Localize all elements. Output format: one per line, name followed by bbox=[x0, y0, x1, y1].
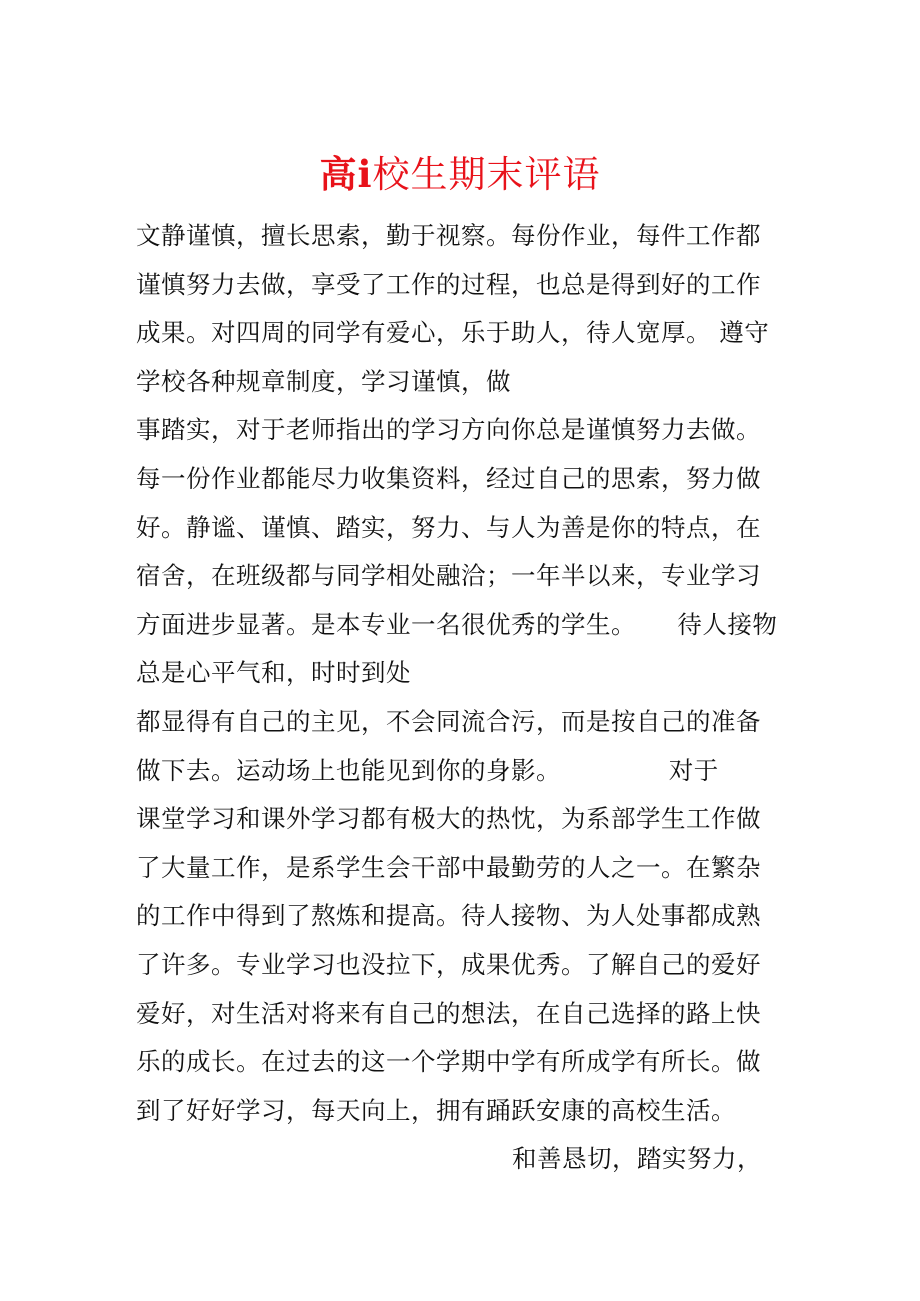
title-accent: 高i bbox=[319, 152, 373, 196]
body-line: 总是心平气和，时时到处 bbox=[136, 658, 411, 688]
body-line: 和善恳切，踏实努力， bbox=[512, 1144, 762, 1174]
body-line: 每一份作业都能尽力收集资料，经过自己的思索，努力做 bbox=[136, 463, 761, 493]
body-line: 做下去。运动场上也能见到你的身影。 对于 bbox=[136, 755, 719, 785]
body-line: 好。静谧、谨慎、踏实，努力、与人为善是你的特点，在 bbox=[136, 512, 761, 542]
body-line: 成果。对四周的同学有爱心，乐于助人，待人宽厚。 遵守 bbox=[136, 318, 770, 348]
body-line: 爱好，对生活对将来有自己的想法，在自己选择的路上快 bbox=[136, 998, 761, 1028]
document-title bbox=[0, 148, 920, 201]
body-line: 课堂学习和课外学习都有极大的热忱，为系部学生工作做 bbox=[136, 804, 761, 834]
body-line: 了大量工作，是系学生会干部中最勤劳的人之一。在繁杂 bbox=[136, 852, 761, 882]
body-line: 文静谨慎，擅长思索，勤于视察。每份作业，每件工作都 bbox=[136, 221, 761, 250]
body-line: 乐的成长。在过去的这一个学期中学有所成学有所长。做 bbox=[136, 1047, 761, 1077]
body-line: 宿舍，在班级都与同学相处融洽；一年半以来，专业学习 bbox=[136, 561, 761, 591]
document-body bbox=[136, 212, 796, 1184]
body-line: 学校各种规章制度，学习谨慎，做 bbox=[136, 366, 511, 396]
body-line: 事踏实，对于老师指出的学习方向你总是谨慎努力去做。 bbox=[136, 415, 761, 445]
body-line: 到了好好学习，每天向上，拥有踊跃安康的高校生活。 bbox=[136, 1095, 736, 1125]
body-line: 谨慎努力去做，享受了工作的过程，也总是得到好的工作 bbox=[136, 269, 761, 299]
title-text: 校生期末评语 bbox=[372, 153, 601, 196]
body-line: 方面进步显著。是本专业一名很优秀的学生。 待人接物 bbox=[136, 609, 778, 639]
body-line: 的工作中得到了熬炼和提高。待人接物、为人处事都成熟 bbox=[136, 901, 761, 931]
body-line: 了许多。专业学习也没拉下，成果优秀。了解自己的爱好 bbox=[136, 949, 761, 979]
body-line: 都显得有自己的主见，不会同流合污，而是按自己的准备 bbox=[136, 706, 761, 736]
